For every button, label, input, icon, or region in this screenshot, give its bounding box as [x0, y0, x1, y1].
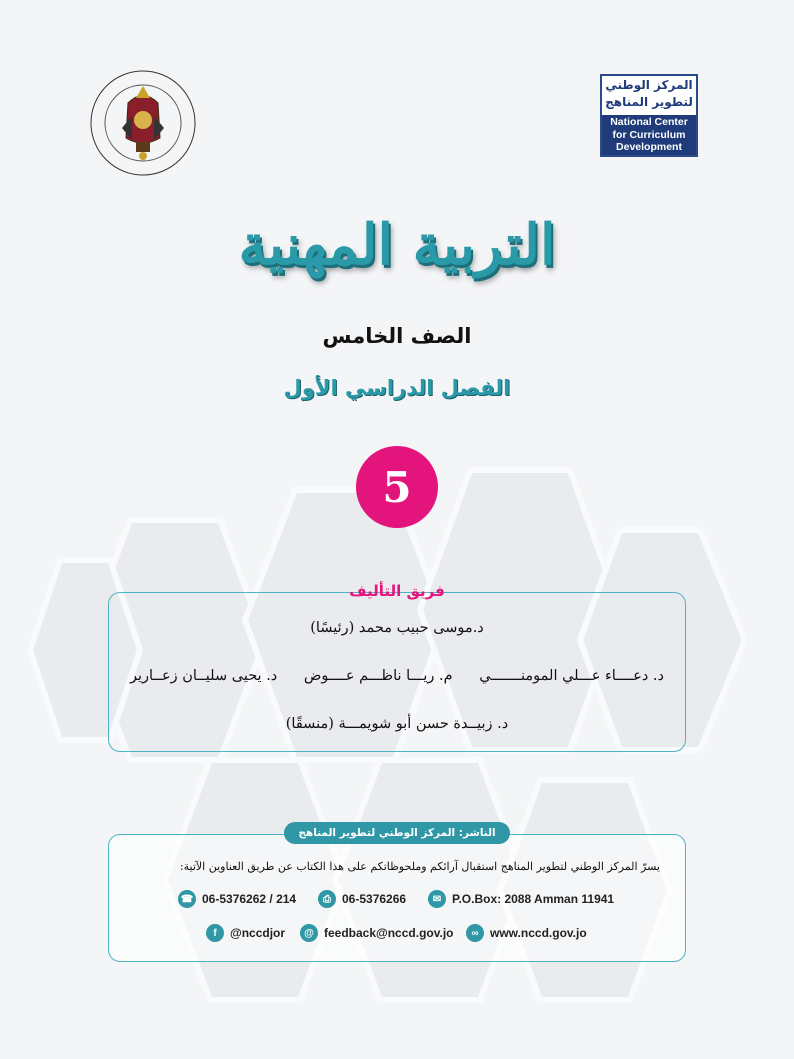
phone-contact [178, 890, 296, 908]
logo-english-line2: for Curriculum [612, 128, 686, 141]
at-sign-icon: @ [300, 924, 318, 942]
nccd-logo [600, 74, 698, 157]
book-title: التربية المهنية [238, 212, 556, 278]
logo-arabic-line1: المركز الوطني [605, 78, 693, 92]
authors-heading: فريق التأليف [349, 582, 445, 600]
author-member: م. ريـــا ناظـــم عــــوض [303, 668, 453, 684]
semester-label: الفصل الدراسي الأول [283, 376, 511, 400]
pobox-address: P.O.Box: 2088 Amman 11941 [452, 892, 615, 906]
author-member: د. يحيى سليــان زعــارير [130, 668, 278, 684]
link-icon: ∞ [466, 924, 484, 942]
grade-label: الصف الخامس [322, 324, 472, 348]
fax-contact [318, 890, 406, 908]
mail-icon: ✉ [428, 890, 446, 908]
email-contact[interactable] [300, 924, 454, 942]
author-chair: د.موسى حبيب محمد (رئيسًا) [310, 620, 484, 636]
logo-arabic-line2: لتطوير المناهج [605, 95, 693, 109]
author-member: د. دعــــاء عـــلي المومنـــــــي [479, 668, 664, 684]
fax-number: 06-5376266 [342, 892, 407, 906]
contact-note: يسرّ المركز الوطني لتطوير المناهج استقبال آرائكم وملحوظاتكم على هذا الكتاب عن طريق العناوين الآتية: [179, 860, 660, 873]
phone-icon: ☎ [178, 890, 196, 908]
logo-english-block [602, 115, 696, 155]
email-address[interactable]: feedback@nccd.gov.jo [324, 926, 454, 940]
author-coordinator: د. زبيــدة حسن أبو شويمـــة (منسقًا) [285, 716, 509, 732]
facebook-contact[interactable] [206, 924, 285, 942]
author-members-row [130, 668, 664, 684]
website-url[interactable]: www.nccd.gov.jo [490, 926, 587, 940]
website-contact[interactable] [466, 924, 587, 942]
fax-icon: ⎙ [318, 890, 336, 908]
logo-english-line3: Development [616, 141, 682, 153]
grade-number-badge: 5 [356, 446, 438, 528]
pobox-contact [428, 890, 614, 908]
ministry-emblem-logo [88, 68, 198, 178]
facebook-icon: f [206, 924, 224, 942]
phone-number: 06-5376262 / 214 [202, 892, 297, 906]
logo-english-line1: National Center [610, 116, 688, 128]
publisher-badge: الناشر: المركز الوطني لتطوير المناهج [284, 822, 510, 844]
facebook-handle[interactable]: @nccdjor [230, 926, 286, 940]
